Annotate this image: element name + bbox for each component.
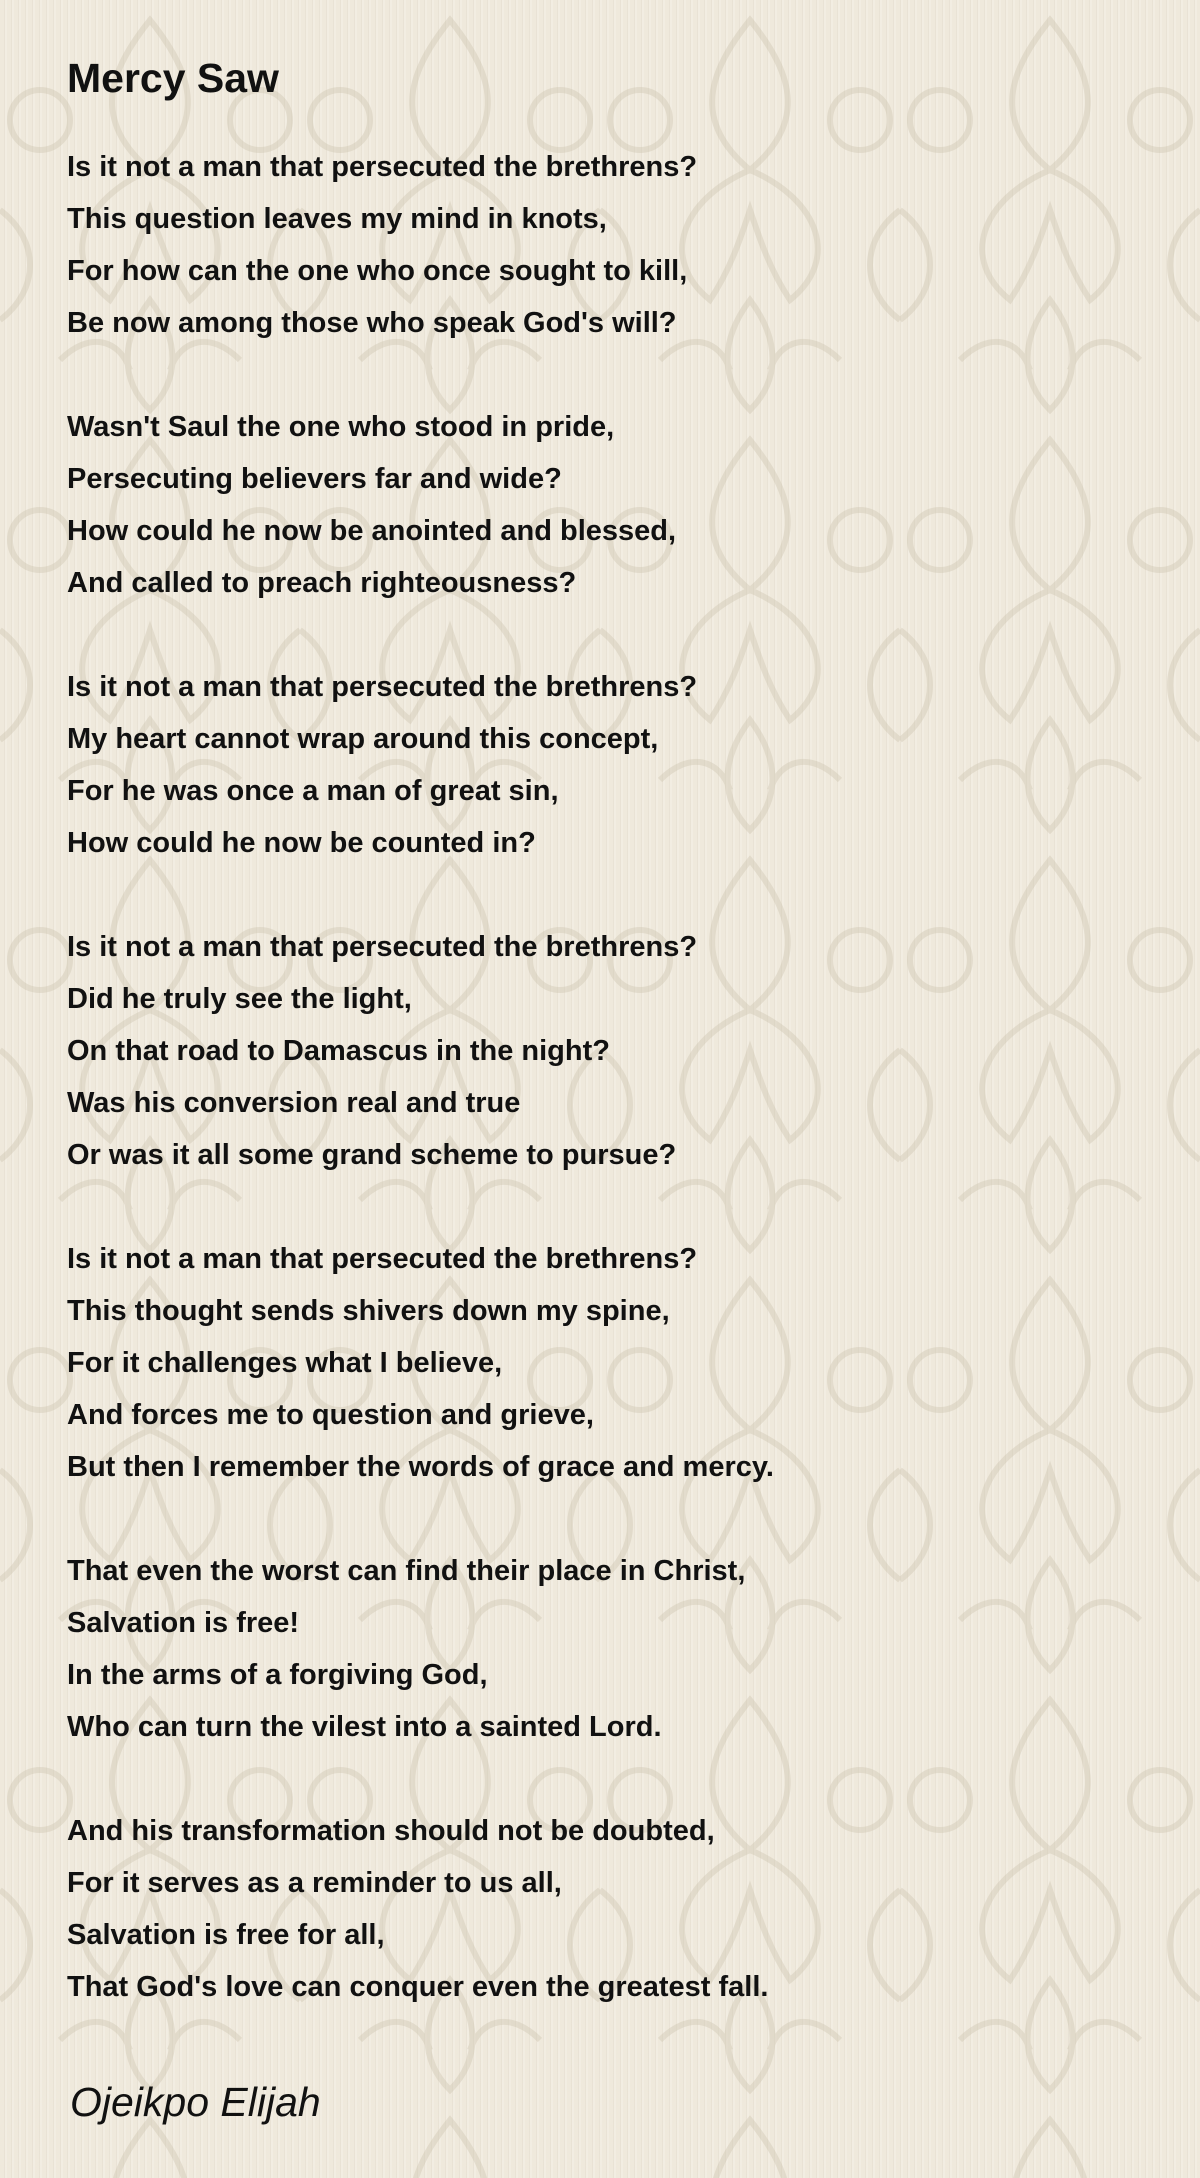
poem-line: And his transformation should not be doubted, [67,1815,715,1847]
poem-line: Or was it all some grand scheme to pursue? [67,1139,677,1171]
poem-line: Is it not a man that persecuted the brethrens? [67,1243,698,1275]
poem-line: My heart cannot wrap around this concept, [67,723,659,755]
poem-line: That God's love can conquer even the greatest fall. [67,1971,769,2003]
poem-line: Was his conversion real and true [67,1087,521,1119]
poem-line: This thought sends shivers down my spine, [67,1295,670,1327]
stanza [67,1233,1147,1493]
poem-line: Did he truly see the light, [67,983,412,1015]
poem-line: For it serves as a reminder to us all, [67,1867,562,1899]
stanza [67,1805,1147,2013]
poem-line: That even the worst can find their place in Christ, [67,1555,746,1587]
stanza [67,141,1147,349]
poem-line: Is it not a man that persecuted the brethrens? [67,671,698,703]
poem-line: And called to preach righteousness? [67,567,577,599]
poem-line: This question leaves my mind in knots, [67,203,607,235]
poem-line: But then I remember the words of grace and mercy. [67,1451,774,1483]
stanza [67,1545,1147,1753]
poem-line: For he was once a man of great sin, [67,775,559,807]
poem-line: For how can the one who once sought to kill, [67,255,688,287]
stanza [67,921,1147,1181]
poem-line: Salvation is free! [67,1607,300,1639]
poem-line: Who can turn the vilest into a sainted Lord. [67,1711,662,1743]
poem-line: Is it not a man that persecuted the brethrens? [67,151,698,183]
poem-line: Persecuting believers far and wide? [67,463,562,495]
poem-line: On that road to Damascus in the night? [67,1035,610,1067]
poem-line: And forces me to question and grieve, [67,1399,594,1431]
poem-line: Wasn't Saul the one who stood in pride, [67,411,615,443]
stanza [67,401,1147,609]
poem-line: How could he now be anointed and blessed, [67,515,677,547]
poem-line: For it challenges what I believe, [67,1347,503,1379]
poem-line: Is it not a man that persecuted the brethrens? [67,931,698,963]
poem-line: Salvation is free for all, [67,1919,385,1951]
poem-author: Ojeikpo Elijah [70,2079,321,2125]
poem-line: How could he now be counted in? [67,827,536,859]
poem-title: Mercy Saw [67,55,279,101]
poem-line: Be now among those who speak God's will? [67,307,677,339]
stanza [67,661,1147,869]
poem-page [67,48,1147,2013]
poem-line: In the arms of a forgiving God, [67,1659,488,1691]
poem-body [67,141,1147,2013]
